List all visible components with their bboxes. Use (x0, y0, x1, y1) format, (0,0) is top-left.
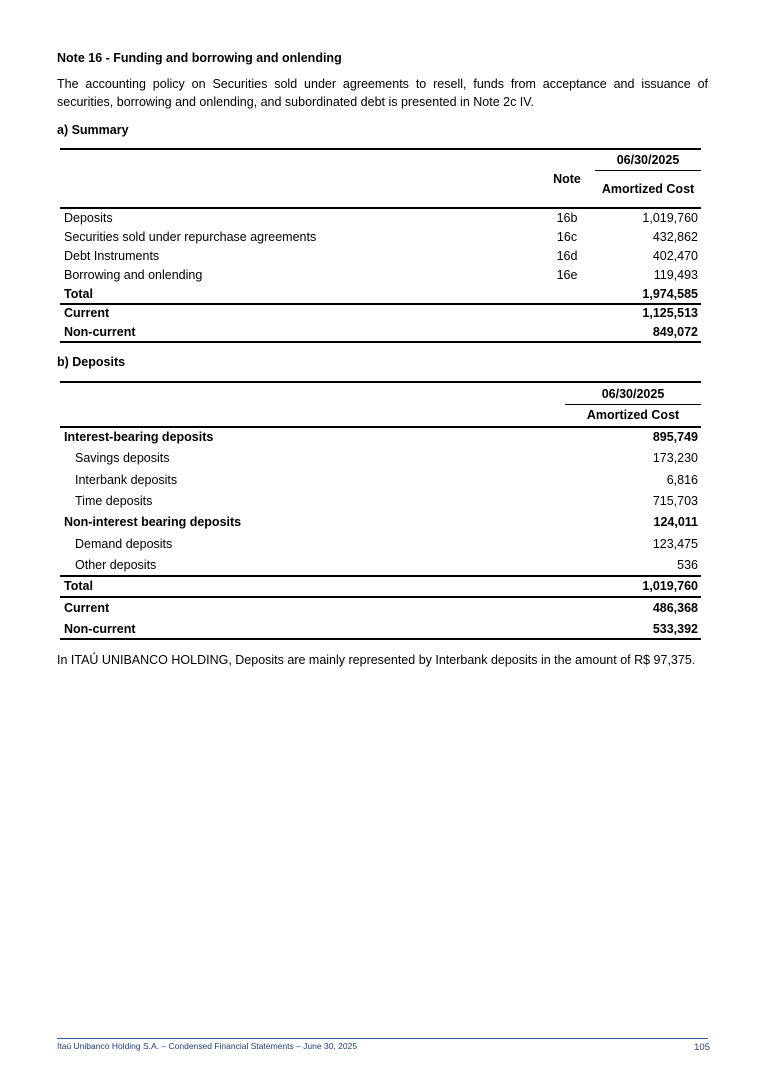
summary-cost-header: Amortized Cost (601, 182, 695, 196)
total-value: 1,019,760 (642, 579, 698, 593)
row-note: 16c (556, 230, 578, 244)
row-note: 16e (556, 268, 578, 282)
deposits-cost-header: Amortized Cost (586, 408, 680, 422)
non-current-value: 849,072 (652, 325, 698, 339)
row-value: 123,475 (652, 537, 698, 551)
non-current-label: Non-current (64, 325, 136, 339)
total-label: Total (64, 579, 93, 593)
row-label: Other deposits (75, 558, 157, 572)
row-label: Interbank deposits (75, 473, 178, 487)
row-value: 124,011 (653, 515, 698, 529)
deposits-section-title: b) Deposits (57, 355, 126, 369)
current-label: Current (64, 601, 110, 615)
footer-divider (57, 1038, 708, 1039)
row-label: Securities sold under repurchase agreements (64, 230, 317, 244)
row-note: 16b (556, 211, 578, 225)
row-value: 6,816 (666, 473, 698, 487)
deposits-date-header: 06/30/2025 (601, 387, 665, 401)
page-number: 105 (694, 1042, 710, 1053)
row-label: Deposits (64, 211, 113, 225)
row-value: 402,470 (652, 249, 698, 263)
intro-paragraph: The accounting policy on Securities sold under agreements to resell, funds from acceptance and issuance of securities, borrowing and onlending, and subordinated debt is presented in Note 2c IV. (57, 77, 708, 109)
row-label: Time deposits (75, 494, 153, 508)
row-label: Demand deposits (75, 537, 173, 551)
summary-date-header: 06/30/2025 (616, 153, 680, 167)
summary-section-title: a) Summary (57, 123, 129, 137)
current-value: 486,368 (652, 601, 698, 615)
summary-note-header: Note (553, 172, 581, 186)
row-value: 173,230 (652, 451, 698, 465)
row-label: Savings deposits (75, 451, 170, 465)
non-current-value: 533,392 (652, 622, 698, 636)
row-value: 1,019,760 (642, 211, 698, 225)
total-label: Total (64, 287, 93, 301)
row-label: Debt Instruments (64, 249, 160, 263)
row-value: 895,749 (652, 430, 698, 444)
row-note: 16d (556, 249, 578, 263)
current-value: 1,125,513 (642, 306, 698, 320)
row-value: 119,493 (653, 268, 698, 282)
non-current-label: Non-current (64, 622, 136, 636)
footnote: In ITAÚ UNIBANCO HOLDING, Deposits are mainly represented by Interbank deposits in the amount of R$ 97,375. (57, 653, 696, 667)
row-value: 715,703 (652, 494, 698, 508)
row-label: Borrowing and onlending (64, 268, 203, 282)
footer-text: Itaú Unibanco Holding S.A. – Condensed Financial Statements – June 30, 2025 (57, 1041, 358, 1051)
note-title: Note 16 - Funding and borrowing and onlending (57, 51, 342, 65)
row-value: 536 (677, 558, 698, 572)
current-label: Current (64, 306, 110, 320)
row-label: Interest-bearing deposits (64, 430, 214, 444)
row-label: Non-interest bearing deposits (64, 515, 242, 529)
total-value: 1,974,585 (642, 287, 698, 301)
row-value: 432,862 (652, 230, 698, 244)
